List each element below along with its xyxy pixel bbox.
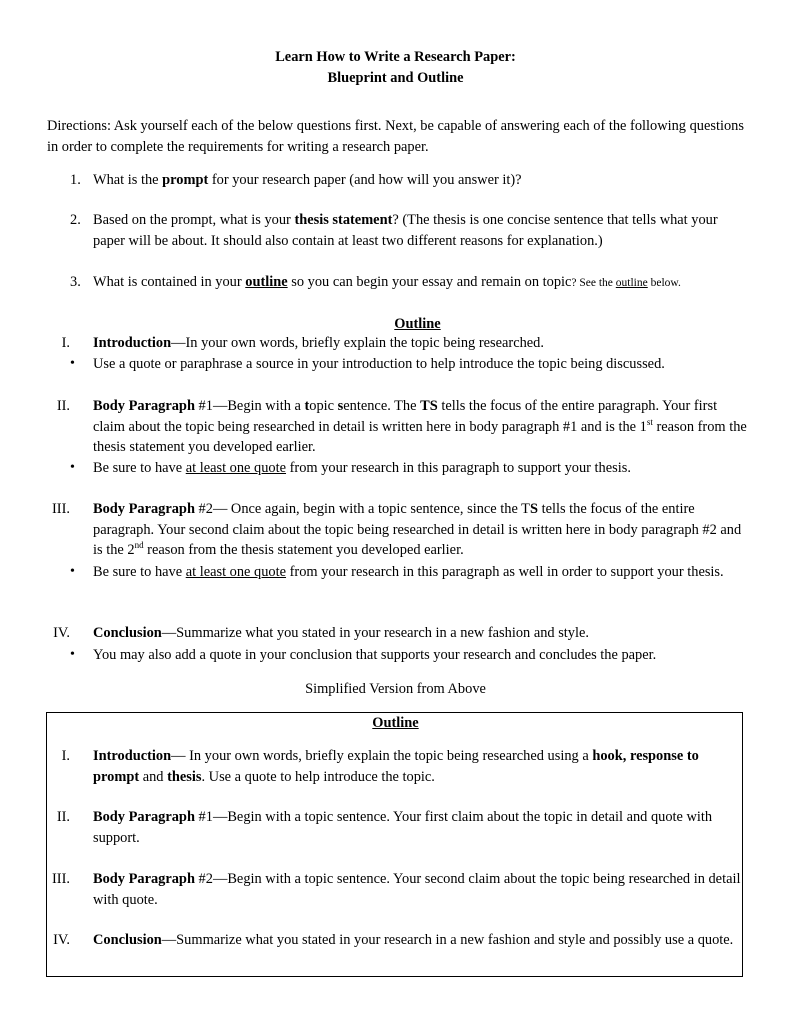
outline-keyword: outline xyxy=(245,274,288,290)
directions-paragraph: Directions: Ask yourself each of the below questions first. Next, be capable of answering each of the following questions in order to complete the requirements for writing a research paper. xyxy=(47,118,744,155)
simplified-numeral-1: I. xyxy=(61,748,70,764)
simplified-outline-heading: Outline xyxy=(372,715,419,731)
outline-numeral-3: III. xyxy=(52,501,70,517)
simplified-numeral-2: II. xyxy=(56,809,70,825)
simplified-conclusion-text: Conclusion—Summarize what you stated in your research in a new fashion and style and possibly use a quote. xyxy=(93,932,734,948)
document-title-line-1: Learn How to Write a Research Paper: xyxy=(275,49,516,65)
question-2-number: 2. xyxy=(70,212,81,228)
outline-numeral-1: I. xyxy=(61,335,70,351)
outline-introduction-text: Introduction—In your own words, briefly explain the topic being researched. xyxy=(93,335,544,351)
question-2-text: Based on the prompt, what is your thesis statement? (The thesis is one concise sentence that tells what your paper will be about. It should also contain at least two different reasons for explanation.) xyxy=(93,212,718,249)
prompt-keyword: prompt xyxy=(162,172,209,188)
outline-body-1-bullet: Be sure to have at least one quote from your research in this paragraph to support your thesis. xyxy=(93,460,631,476)
question-1-number: 1. xyxy=(70,172,81,188)
simplified-body-1-text: Body Paragraph #1—Begin with a topic sentence. Your first claim about the topic in detail and quote with support. xyxy=(93,809,713,846)
thesis-statement-keyword: thesis statement xyxy=(294,212,393,228)
outline-body-2-text: Body Paragraph #2— Once again, begin with a topic sentence, since the TS tells the focus of the entire paragraph. Your second claim about the topic being researched in detail is written here in body paragraph #2 and is the 2nd reason from the thesis statement you developed earlier. xyxy=(93,501,742,558)
question-1-text: What is the prompt for your research paper (and how will you answer it)? xyxy=(93,172,522,188)
outline-numeral-4: IV. xyxy=(53,625,70,641)
simplified-numeral-3: III. xyxy=(52,871,70,887)
bullet-icon: • xyxy=(70,356,75,371)
question-3-number: 3. xyxy=(70,274,81,290)
outline-reference-link: outline xyxy=(615,277,648,289)
outline-body-2-bullet: Be sure to have at least one quote from your research in this paragraph as well in order to support your thesis. xyxy=(93,564,724,580)
bullet-icon: • xyxy=(70,564,75,579)
simplified-version-caption: Simplified Version from Above xyxy=(305,681,486,697)
bullet-icon: • xyxy=(70,647,75,662)
simplified-numeral-4: IV. xyxy=(53,932,70,948)
outline-conclusion-text: Conclusion—Summarize what you stated in your research in a new fashion and style. xyxy=(93,625,589,641)
question-3-text: What is contained in your outline so you can begin your essay and remain on topic? See the outline below. xyxy=(93,274,681,290)
bullet-icon: • xyxy=(70,460,75,475)
document-title-line-2: Blueprint and Outline xyxy=(327,70,464,86)
outline-body-1-text: Body Paragraph #1—Begin with a topic sentence. The TS tells the focus of the entire paragraph. Your first claim about the topic being researched in detail is written here in body paragraph #1 and is the 1st reason from the thesis statement you developed earlier. xyxy=(93,398,747,455)
outline-conclusion-bullet: You may also add a quote in your conclusion that supports your research and concludes the paper. xyxy=(93,647,657,663)
outline-introduction-bullet: Use a quote or paraphrase a source in your introduction to help introduce the topic being discussed. xyxy=(93,356,665,372)
simplified-body-2-text: Body Paragraph #2—Begin with a topic sentence. Your second claim about the topic being researched in detail with quote. xyxy=(93,871,741,908)
outline-heading: Outline xyxy=(394,316,441,332)
simplified-introduction-text: Introduction— In your own words, briefly explain the topic being researched using a hook, response to prompt and thesis. Use a quote to help introduce the topic. xyxy=(93,748,699,785)
outline-numeral-2: II. xyxy=(56,398,70,414)
